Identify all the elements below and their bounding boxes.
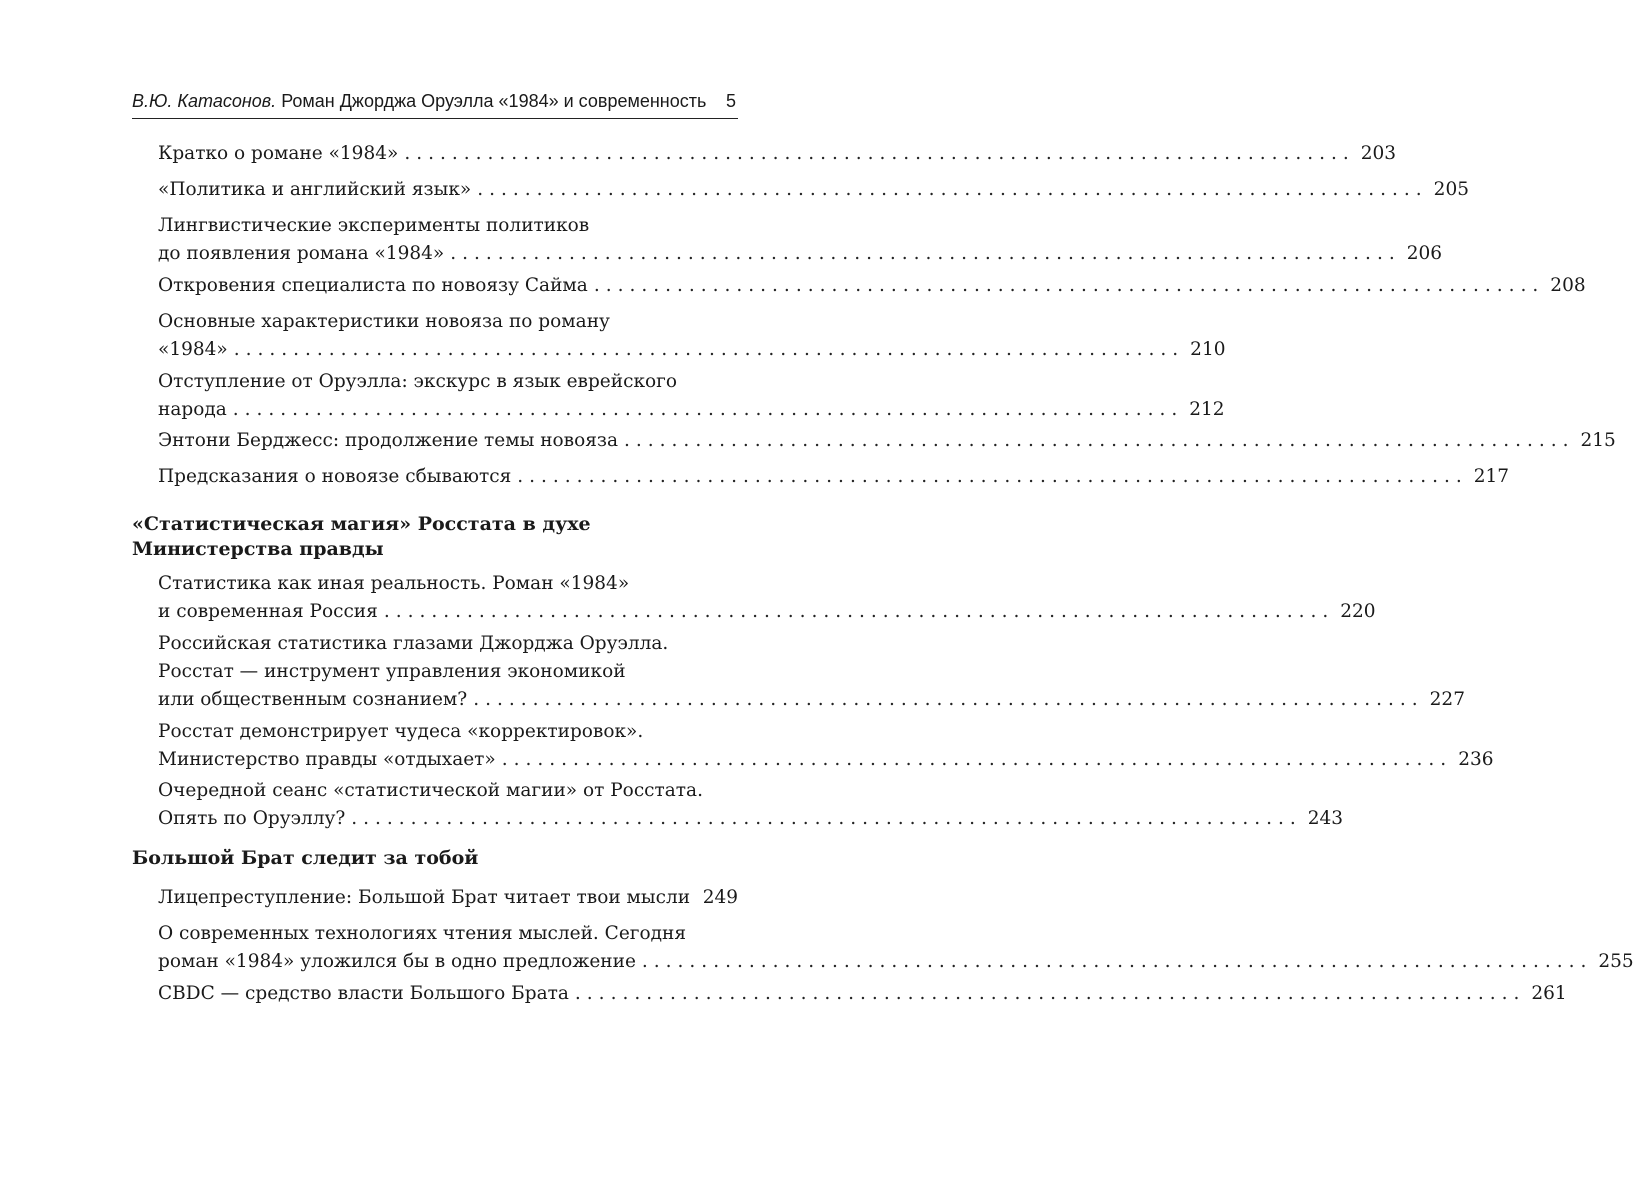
toc-entry-last-line [158, 272, 1586, 300]
toc-page-number: 227 [1429, 689, 1465, 710]
leader-dots: ................................................................................ [624, 430, 1575, 451]
leader-dots: ................................................................................ [574, 983, 1526, 1004]
toc-entry-title-line: Статистика как иная реальность. Роман «1984» [158, 573, 630, 594]
leader-dots: ................................................................................ [450, 243, 1401, 264]
toc-entry-title-line: и современная Россия [158, 601, 378, 622]
toc-entry[interactable] [158, 272, 1586, 300]
toc-entry-last-line [158, 396, 1225, 424]
toc-entry-title-line: «Политика и английский язык» [158, 179, 472, 200]
toc-entry-title-line: Откровения специалиста по новоязу Сайма [158, 275, 588, 296]
toc-entry-last-line [158, 176, 1469, 204]
toc-entry-title-line: Кратко о романе «1984» [158, 143, 399, 164]
leader-dots: ................................................................................ [473, 689, 1424, 710]
toc-entry-title-line: Министерство правды «отдыхает» [158, 749, 496, 770]
toc-entry[interactable] [158, 140, 1397, 168]
toc-entry-title-line: Росстат демонстрирует чудеса «корректировок». [158, 721, 644, 742]
toc-entry-title-line: Энтони Берджесс: продолжение темы новояза [158, 430, 619, 451]
toc-entry[interactable] [158, 980, 1567, 1008]
toc-entry-last-line [158, 240, 1443, 268]
leader-dots: ................................................................................ [501, 749, 1453, 770]
toc-entry[interactable] [158, 777, 1344, 833]
section-heading-line: Министерства правды [132, 538, 384, 560]
toc-entry-title-line: Лингвистические эксперименты политиков [158, 215, 590, 236]
section-heading [132, 846, 738, 871]
toc-entry-last-line [158, 463, 1510, 491]
toc-entry[interactable] [158, 463, 1510, 491]
section-heading-line: Большой Брат следит за тобой [132, 847, 479, 869]
toc-entry-last-line [158, 884, 738, 912]
toc-entry-title-line: Росстат — инструмент управления экономикой [158, 661, 626, 682]
toc-entry-last-line [158, 336, 1226, 364]
leader-dots: ................................................................................ [404, 143, 1355, 164]
leader-dots: ................................................................................ [477, 179, 1428, 200]
header-author: В.Ю. Катасонов. [132, 91, 277, 111]
toc-entry-title-line: Отступление от Оруэлла: экскурс в язык еврейского [158, 371, 677, 392]
toc-page-number: 249 [702, 887, 738, 908]
leader-dots [696, 884, 697, 912]
toc-entry-last-line [158, 805, 1344, 833]
toc-entry[interactable] [158, 884, 738, 912]
toc-entry-last-line [158, 598, 1376, 626]
toc-entry-title-line: роман «1984» уложился бы в одно предложение [158, 951, 636, 972]
toc-page-number: 217 [1473, 466, 1510, 487]
toc-entry-title-line: Предсказания о новоязе сбываются [158, 466, 512, 487]
toc-entry-title-line: Очередной сеанс «статистической магии» от Росстата. [158, 780, 703, 801]
toc-entry[interactable] [158, 630, 1465, 714]
toc-entry[interactable] [158, 920, 1634, 976]
toc-entry[interactable] [158, 368, 1225, 424]
toc-entry-title-line: CBDC — средство власти Большого Брата [158, 983, 569, 1004]
toc-entry-last-line [158, 140, 1397, 168]
toc-entry-title-line: О современных технологиях чтения мыслей. Сегодня [158, 923, 686, 944]
toc-page-number: 203 [1360, 143, 1397, 164]
leader-dots: ................................................................................ [351, 808, 1302, 829]
toc-entry[interactable] [158, 718, 1494, 774]
page-number: 5 [725, 91, 736, 111]
toc-page-number: 261 [1531, 983, 1567, 1004]
toc-entry-title-line: Основные характеристики новояза по роману [158, 311, 610, 332]
toc-page-number: 208 [1550, 275, 1586, 296]
toc-entry-title-line: народа [158, 399, 227, 420]
toc-page-number: 255 [1598, 951, 1634, 972]
toc-entry[interactable] [158, 570, 1376, 626]
toc-entry-title-line: Опять по Оруэллу? [158, 808, 346, 829]
toc-page-number: 212 [1189, 399, 1225, 420]
leader-dots: ................................................................................ [593, 275, 1545, 296]
toc-entry-last-line [158, 980, 1567, 1008]
toc-page-number: 236 [1458, 749, 1494, 770]
toc-entry-title-line: до появления романа «1984» [158, 243, 445, 264]
toc-entry-title-line: Российская статистика глазами Джорджа Оруэлла. [158, 633, 669, 654]
toc-entry-last-line [158, 427, 1616, 455]
section-heading [132, 512, 738, 562]
toc-entry-title-line: Лицепреступление: Большой Брат читает твои мысли [158, 887, 691, 908]
leader-dots: ................................................................................ [233, 339, 1185, 360]
leader-dots: ................................................................................ [641, 951, 1593, 972]
toc-entry-title-line: «1984» [158, 339, 228, 360]
toc-entry-last-line [158, 686, 1465, 714]
toc-entry-last-line [158, 948, 1634, 976]
leader-dots: ................................................................................ [517, 466, 1468, 487]
section-heading-line: «Статистическая магия» Росстата в духе [132, 513, 591, 535]
running-header [132, 90, 738, 119]
toc-entry-last-line [158, 746, 1494, 774]
toc-page-number: 205 [1433, 179, 1469, 200]
toc-entry[interactable] [158, 212, 1443, 268]
leader-dots: ................................................................................ [383, 601, 1335, 622]
toc-entry-title-line: или общественным сознанием? [158, 689, 468, 710]
toc-entry[interactable] [158, 427, 1616, 455]
toc-page-number: 206 [1406, 243, 1443, 264]
toc-page-number: 215 [1580, 430, 1616, 451]
toc-entry[interactable] [158, 308, 1226, 364]
toc-page-number: 243 [1307, 808, 1344, 829]
toc-page-number: 210 [1190, 339, 1226, 360]
toc-page-number: 220 [1340, 601, 1376, 622]
header-title: Роман Джорджа Оруэлла «1984» и современность [281, 91, 707, 111]
toc-entry[interactable] [158, 176, 1469, 204]
leader-dots: ................................................................................ [232, 399, 1184, 420]
